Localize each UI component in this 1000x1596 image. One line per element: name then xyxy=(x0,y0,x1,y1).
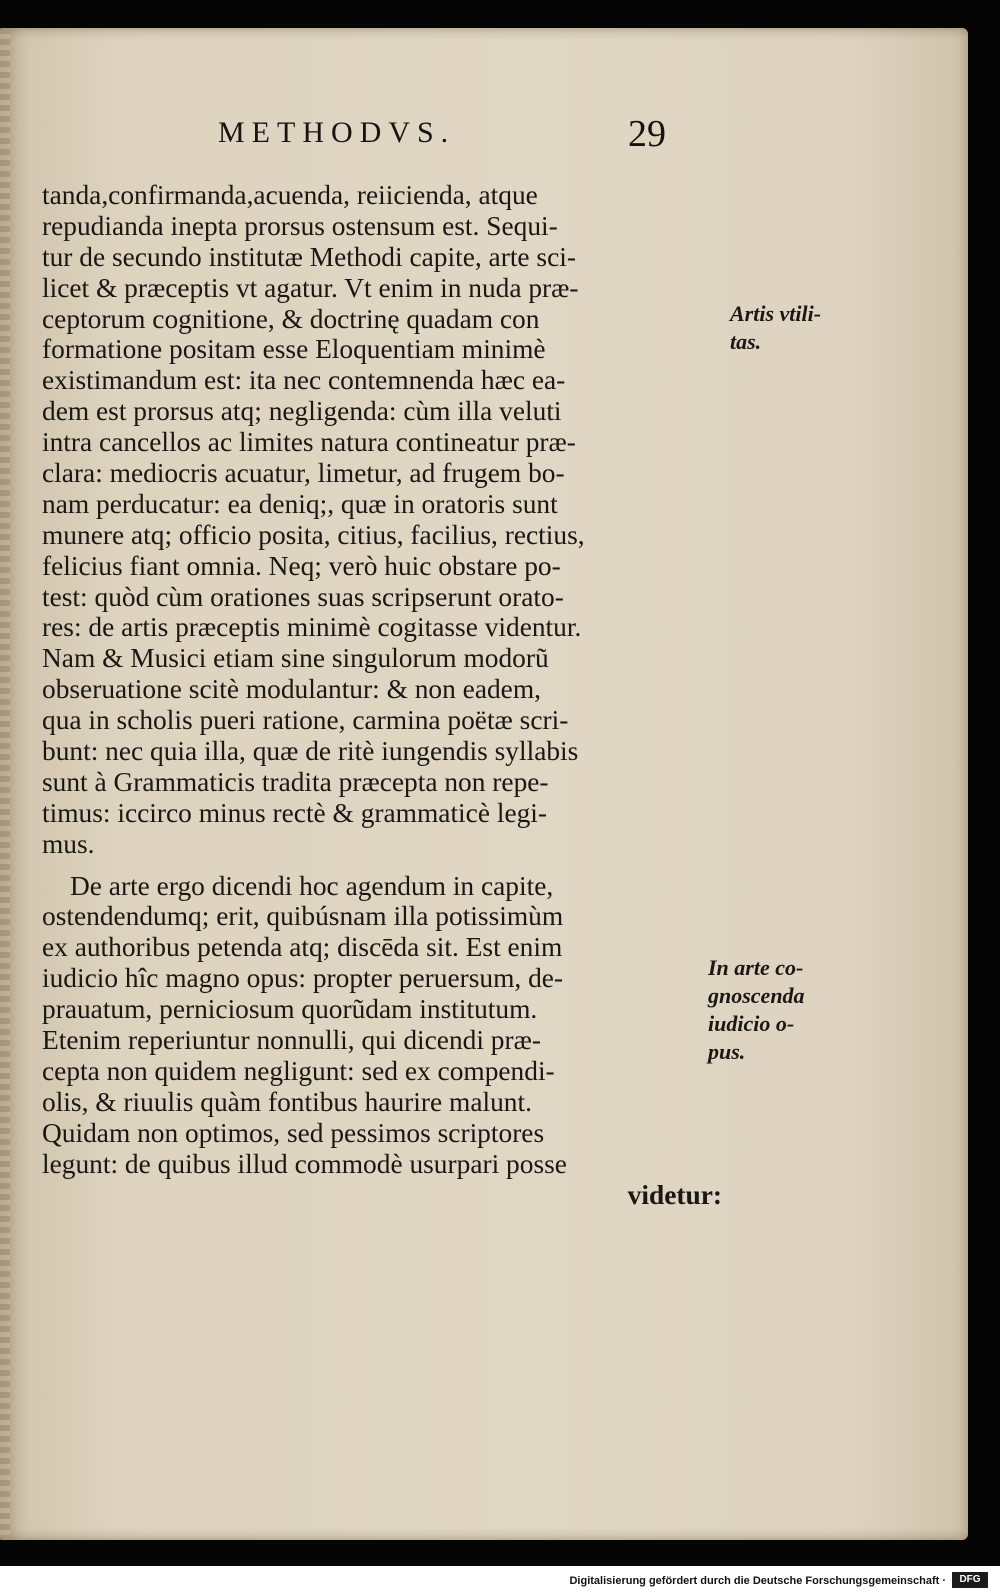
text-line: De arte ergo dicendi hoc agendum in capite, xyxy=(70,870,554,901)
text-line: timus: iccirco minus rectè & grammaticè legi- xyxy=(42,797,548,828)
catchword: videtur: xyxy=(627,1179,722,1210)
book-page xyxy=(0,28,968,1540)
text-line: sunt à Grammaticis tradita præcepta non repe- xyxy=(42,766,549,797)
text-line: legunt: de quibus illud commodè usurpari posse xyxy=(42,1148,567,1179)
text-line: Etenim reperiuntur nonnulli, qui dicendi præ- xyxy=(42,1025,542,1056)
text-line: olis, & riuulis quàm fontibus haurire malunt. xyxy=(42,1086,532,1117)
text-line: existimandum est: ita nec contemnenda hæc ea- xyxy=(42,365,566,396)
marginal-note-line: In arte co- xyxy=(708,955,804,980)
text-line: intra cancellos ac limites natura contineatur præ- xyxy=(42,427,576,458)
marginal-note-line: iudicio o- xyxy=(708,1011,795,1036)
text-line: ceptorum cognitione, & doctrinę quadam con xyxy=(42,303,540,334)
text-line: nam perducatur: ea deniq;, quæ in oratoris sunt xyxy=(42,488,558,519)
text-line: tanda,confirmanda,acuenda, reiicienda, atque xyxy=(42,180,538,210)
text-line: prauatum, perniciosum quorũdam institutum. xyxy=(42,994,538,1025)
text-line: test: quòd cùm orationes suas scripserunt orato- xyxy=(42,581,564,612)
text-line: formatione positam esse Eloquentiam minimè xyxy=(42,334,546,365)
text-line: tur de secundo institutæ Methodi capite, arte sci- xyxy=(42,241,576,272)
page-number: 29 xyxy=(628,113,666,155)
text-line: clara: mediocris acuatur, limetur, ad frugem bo- xyxy=(42,458,565,489)
text-line: ostendendumq; erit, quibúsnam illa potissimùm xyxy=(42,901,564,932)
running-head: METHODVS. xyxy=(218,116,456,149)
text-line: iudicio hîc magno opus: propter peruersum, de- xyxy=(42,963,564,994)
dfg-logo: DFG xyxy=(952,1572,988,1588)
page-spine-edge xyxy=(0,28,10,1540)
digitization-credit: Digitalisierung gefördert durch die Deutsche Forschungsgemeinschaft · xyxy=(569,1575,946,1587)
text-line: ex authoribus petenda atq; discēda sit. Est enim xyxy=(42,932,563,963)
text-line: obseruatione scitè modulantur: & non eadem, xyxy=(42,674,541,705)
paragraph-gap xyxy=(42,860,722,871)
marginal-note-line: gnoscenda xyxy=(708,983,805,1008)
text-line: cepta non quidem negligunt: sed ex compendi- xyxy=(42,1055,555,1086)
text-line: munere atq; officio posita, citius, facilius, rectius, xyxy=(42,519,585,550)
text-line: qua in scholis pueri ratione, carmina poëtæ scri- xyxy=(42,705,569,736)
text-line: repudianda inepta prorsus ostensum est. Sequi- xyxy=(42,210,558,241)
text-line: felicius fiant omnia. Neq; verò huic obstare po- xyxy=(42,550,561,581)
text-line: Quidam non optimos, sed pessimos scriptores xyxy=(42,1117,545,1148)
marginal-note-line: Artis vtili- xyxy=(730,301,822,326)
text-line: mus. xyxy=(42,828,95,859)
text-line: res: de artis præceptis minimè cogitasse videntur. xyxy=(42,612,582,643)
text-line: Nam & Musici etiam sine singulorum modorũ xyxy=(42,643,549,674)
marginal-note-line: tas. xyxy=(730,329,762,354)
text-line: licet & præceptis vt agatur. Vt enim in nuda præ- xyxy=(42,272,579,303)
marginal-note xyxy=(730,300,821,356)
text-line: bunt: nec quia illa, quæ de ritè iungendis syllabis xyxy=(42,736,579,767)
marginal-note-line: pus. xyxy=(708,1039,746,1064)
body-text xyxy=(42,180,722,1210)
marginal-note xyxy=(708,954,805,1066)
text-line: dem est prorsus atq; negligenda: cùm illa veluti xyxy=(42,396,562,427)
